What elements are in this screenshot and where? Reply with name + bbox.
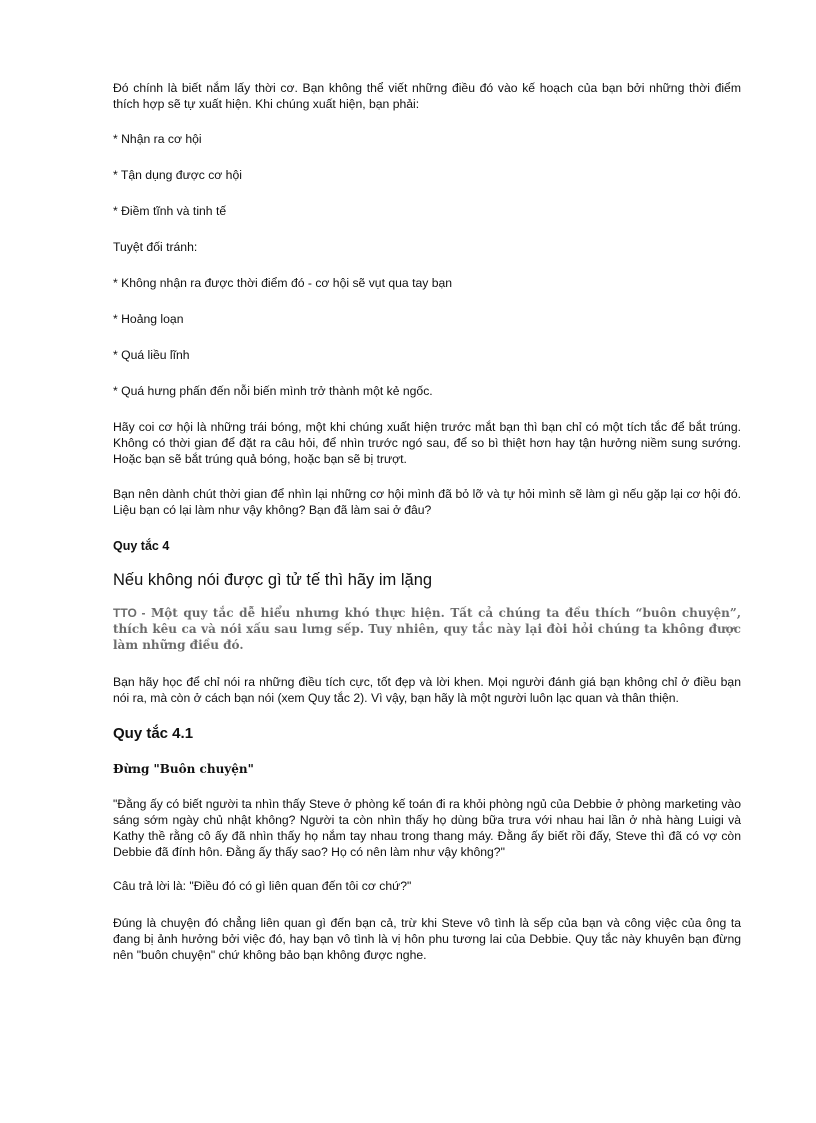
rule-4-1-subhead: Đừng "Buôn chuyện" — [113, 762, 254, 776]
document-page — [113, 80, 741, 963]
reflection-paragraph: Bạn nên dành chút thời gian để nhìn lại những cơ hội mình đã bỏ lỡ và tự hỏi mình sẽ làm gì nếu gặp lại cơ hội đó. Liệu bạn có lại làm như vậy không? Bạn đã làm sai ở đâu? — [113, 487, 741, 517]
lead-paragraph — [113, 605, 741, 653]
avoid-list-item: * Không nhận ra được thời điểm đó - cơ hội sẽ vụt qua tay bạn — [113, 276, 453, 290]
rule-4-1-label: Quy tắc 4.1 — [113, 725, 194, 742]
do-list-item: * Điềm tĩnh và tinh tế — [113, 204, 227, 218]
rule-4-heading: Nếu không nói được gì tử tế thì hãy im lặng — [113, 571, 433, 589]
avoid-list-item: * Quá hưng phấn đến nỗi biến mình trở thành một kẻ ngốc. — [113, 384, 433, 398]
opportunity-paragraph: Hãy coi cơ hội là những trái bóng, một khi chúng xuất hiện trước mắt bạn thì bạn chỉ có một tích tắc để bắt trúng. Không có thời gian để đặt ra câu hỏi, để nhìn trước ngó sau, để so bì thiệt hơn hay tận hưởng niềm sung sướng. Hoặc bạn sẽ bắt trúng quả bóng, hoặc bạn sẽ bị trượt. — [113, 420, 741, 466]
do-list-item: * Tận dụng được cơ hội — [113, 168, 242, 182]
rule-4-label: Quy tắc 4 — [113, 539, 170, 553]
intro-paragraph: Đó chính là biết nắm lấy thời cơ. Bạn không thể viết những điều đó vào kế hoạch của bạn bởi những thời điểm thích hợp sẽ tự xuất hiện. Khi chúng xuất hiện, bạn phải: — [113, 81, 741, 111]
avoid-list-item: * Quá liều lĩnh — [113, 348, 190, 362]
positive-speech-paragraph: Bạn hãy học để chỉ nói ra những điều tích cực, tốt đẹp và lời khen. Mọi người đánh giá bạn không chỉ ở điều bạn nói ra, mà còn ở cách bạn nói (xem Quy tắc 2). Vì vậy, bạn hãy là một người luôn lạc quan và thân thiện. — [113, 675, 741, 705]
lead-tag: TTO - — [113, 606, 146, 620]
closing-paragraph: Đúng là chuyện đó chẳng liên quan gì đến bạn cả, trừ khi Steve vô tình là sếp của bạn và công việc của ông ta đang bị ảnh hưởng bởi việc đó, hay bạn vô tình là vị hôn phu tương lai của Debbie. Quy tắc này khuyên bạn đừng nên "buôn chuyện" chứ không bảo bạn không được nghe. — [113, 916, 741, 962]
answer-paragraph: Câu trả lời là: "Điều đó có gì liên quan đến tôi cơ chứ?" — [113, 879, 412, 893]
avoid-label: Tuyệt đối tránh: — [113, 240, 198, 254]
gossip-quote-paragraph: "Đằng ấy có biết người ta nhìn thấy Steve ở phòng kế toán đi ra khỏi phòng ngủ của Debbie ở phòng marketing vào sáng sớm ngày chủ nhật không? Người ta còn nhìn thấy họ dùng bữa trưa với nhau hai lần ở nhà hàng Luigi và Kathy thề rằng cô ấy đã nhìn thấy họ nắm tay nhau trong thang máy. Đằng ấy biết rồi đấy, Steve thì đã có vợ còn Debbie đã đính hôn. Đằng ấy thấy sao? Họ có nên làm như vậy không?" — [113, 797, 741, 859]
lead-text: Một quy tắc dễ hiểu nhưng khó thực hiện. Tất cả chúng ta đều thích “buôn chuyện”, thích kêu ca và nói xấu sau lưng sếp. Tuy nhiên, quy tắc này lại đòi hỏi chúng ta không được làm những điều đó. — [113, 606, 741, 652]
avoid-list-item: * Hoảng loạn — [113, 312, 184, 326]
do-list-item: * Nhận ra cơ hội — [113, 132, 202, 146]
